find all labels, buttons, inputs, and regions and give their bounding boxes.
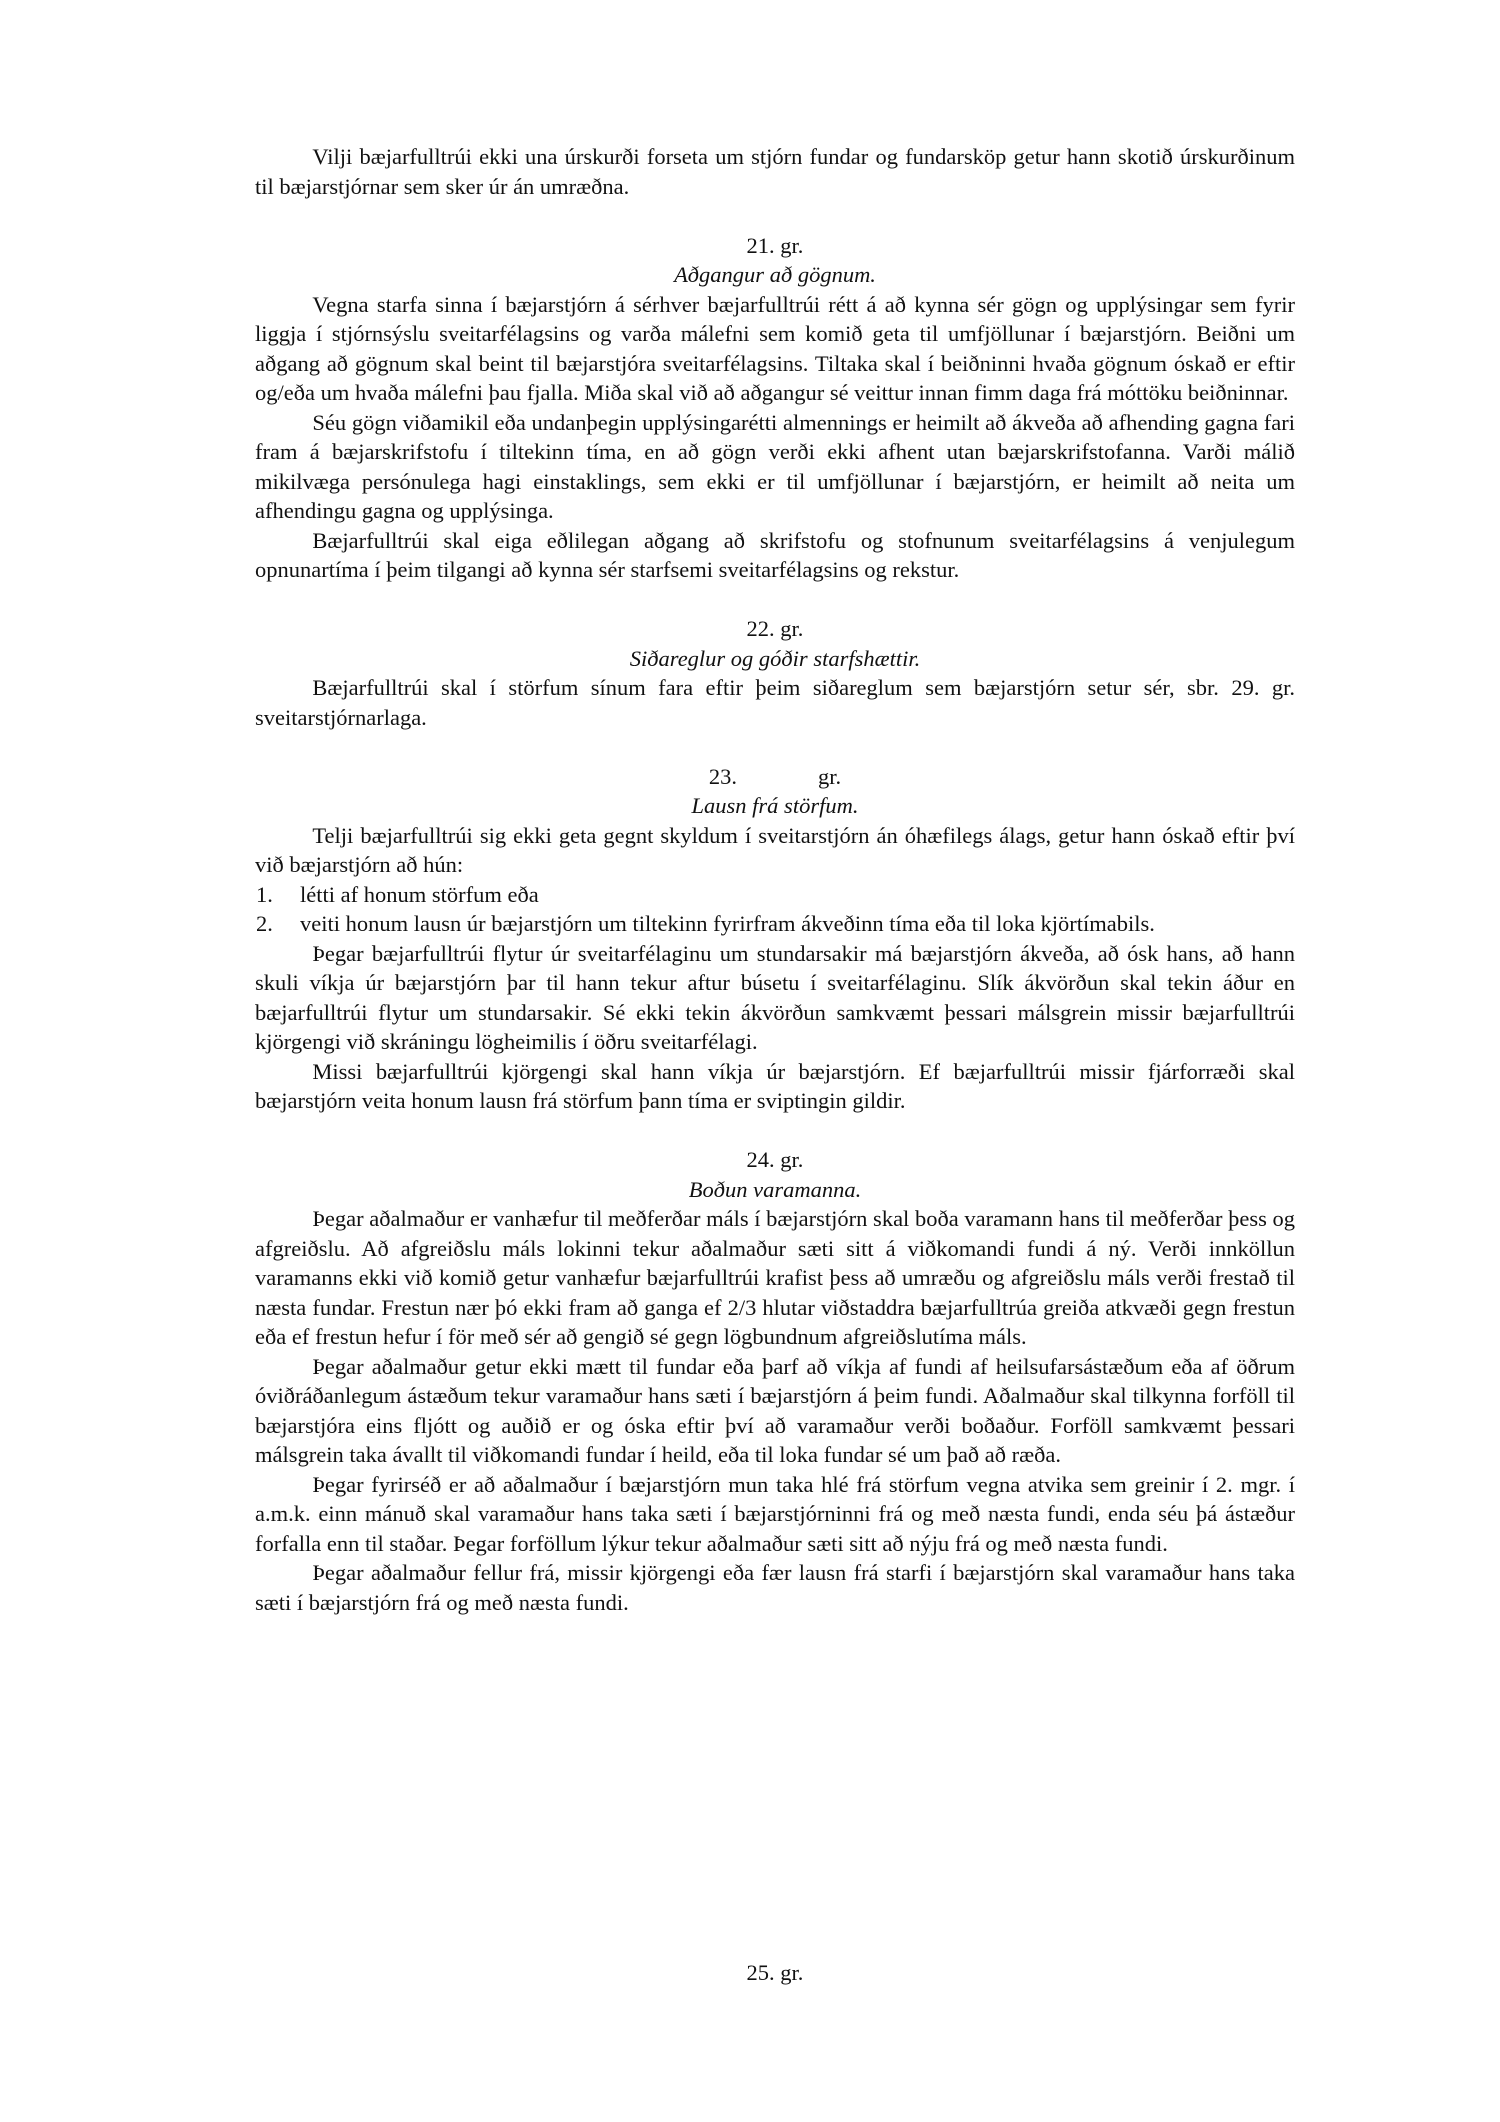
section-25-number: 25. gr. [746,1960,804,1985]
list-item-text: veiti honum lausn úr bæjarstjórn um tiltekinn fyrirfram ákveðinn tíma eða til loka kjörtímabils. [300,911,1155,936]
section-24-paragraph: Þegar aðalmaður er vanhæfur til meðferðar máls í bæjarstjórn skal boða varamann hans til meðferðar þess og afgreiðslu. Að afgreiðslu máls lokinni tekur aðalmaður sæti sitt á viðkomandi fundi á ný. Verði innköllun varamanns ekki við komið getur vanhæfur bæjarfulltrúi krafist þess að umræðu og afgreiðslu máls verði frestað til næsta fundar. Frestun nær þó ekki fram að ganga ef 2/3 hlutar viðstaddra bæjarfulltrúa greiða atkvæði gegn frestun eða ef frestun hefur í för með sér að gengið sé gegn lögbundnum afgreiðslutíma máls. [255,1206,1295,1349]
section-23-title: Lausn frá störfum. [691,793,859,818]
section-24-title: Boðun varamanna. [688,1176,862,1202]
section-21-paragraph: Vegna starfa sinna í bæjarstjórn á sérhver bæjarfulltrúi rétt á að kynna sér gögn og upplýsingar sem fyrir liggja í stjórnsýslu sveitarfélagsins og varða málefni sem komið geta til umfjöllunar í bæjarstjórn. Beiðni um aðgang að gögnum skal beint til bæjarstjóra sveitarfélagsins. Tiltaka skal í beiðninni hvaða gögnum óskað er eftir og/eða um hvaða málefni þau fjalla. Miða skal við að aðgangur sé veittur innan fimm daga frá móttöku beiðninnar. [255,291,1295,405]
section-22-paragraph: Bæjarfulltrúi skal í störfum sínum fara eftir þeim siðareglum sem bæjarstjórn setur sér, sbr. 29. gr. sveitarstjórnarlaga. [255,675,1295,730]
section-21-paragraph: Bæjarfulltrúi skal eiga eðlilegan aðgang að skrifstofu og stofnunum sveitarfélagsins á venjulegum opnunartíma í þeim tilgangi að kynna sér starfsemi sveitarfélagsins og rekstur. [255,527,1295,582]
section-21-title: Aðgangur að gögnum. [674,262,876,287]
section-24 [255,1145,1295,1617]
intro-paragraph: Vilji bæjarfulltrúi ekki una úrskurði forseta um stjórn fundar og fundarsköp getur hann skotið úrskurðinum til bæjarstjórnar sem sker úr án umræðna. [255,144,1295,199]
section-21 [255,231,1295,585]
section-22-title: Siðareglur og góðir starfshættir. [629,645,921,671]
section-23-paragraph: Missi bæjarfulltrúi kjörgengi skal hann víkja úr bæjarstjórn. Ef bæjarfulltrúi missir fjárforræði skal bæjarstjórn veita honum lausn frá störfum þann tíma er sviptingin gildir. [255,1058,1295,1113]
section-23 [255,762,1295,1116]
section-24-paragraph: Þegar aðalmaður getur ekki mætt til fundar eða þarf að víkja af fundi af heilsufarsástæðum eða af öðrum óviðráðanlegum ástæðum tekur varamaður hans sæti í bæjarstjórn á þeim fundi. Aðalmaður skal tilkynna forföll til bæjarstjóra eins fljótt og auðið er og óska eftir því að varamaður verði boðaður. Forföll samkvæmt þessari málsgrein taka ávallt til viðkomandi fundar í heild, eða til loka fundar sé um það að ræða. [255,1353,1295,1467]
page-content [255,142,1295,1617]
section-23-paragraph: Þegar bæjarfulltrúi flytur úr sveitarfélaginu um stundarsakir má bæjarstjórn ákveða, að ósk hans, að hann skuli víkja úr bæjarstjórn þar til hann tekur aftur búsetu í sveitarfélaginu. Slík ákvörðun skal tekin áður en bæjarfulltrúi flytur um stundarsakir. Sé ekki tekin ákvörðun samkvæmt þessari málsgrein missir bæjarfulltrúi kjörgengi við skráningu lögheimilis í öðru sveitarfélagi. [255,940,1295,1054]
list-item-number: 2. [256,911,273,936]
section-24-paragraph: Þegar fyrirséð er að aðalmaður í bæjarstjórn mun taka hlé frá störfum vegna atvika sem greinir í 2. mgr. í a.m.k. einn mánuð skal varamaður hans taka sæti í bæjarstjórninni frá og með næsta fundi, enda séu þá ástæður forfalla enn til staðar. Þegar forföllum lýkur tekur aðalmaður sæti sitt að nýju frá og með næsta fundi. [255,1471,1295,1556]
section-21-paragraph: Séu gögn viðamikil eða undanþegin upplýsingarétti almennings er heimilt að ákveða að afhending gagna fari fram á bæjarskrifstofu í tiltekinn tíma, en að gögn verði ekki afhent utan bæjarskrifstofanna. Varði málið mikilvæga persónulega hagi einstaklings, sem ekki er til umfjöllunar í bæjarstjórn, er heimilt að neita um afhendingu gagna og upplýsinga. [255,409,1295,523]
list-item-text: létti af honum störfum eða [300,881,539,907]
section-21-number: 21. gr. [746,232,804,258]
section-23-lead: Telji bæjarfulltrúi sig ekki geta gegnt skyldum í sveitarstjórn án óhæfilegs álags, getur hann óskað eftir því við bæjarstjórn að hún: [255,822,1295,877]
section-24-number: 24. gr. [746,1147,804,1172]
section-23-list [255,880,1295,939]
section-22-number: 22. gr. [746,616,804,641]
section-24-paragraph: Þegar aðalmaður fellur frá, missir kjörgengi eða fær lausn frá starfi í bæjarstjórn skal varamaður hans taka sæti í bæjarstjórn frá og með næsta fundi. [255,1560,1295,1615]
list-item-number: 1. [256,881,273,907]
list-item [255,909,1295,939]
list-item [255,880,1295,910]
section-22 [255,614,1295,732]
section-23-number-part: gr. [817,763,842,789]
section-23-number-part: 23. [708,763,737,789]
section-23-number [255,762,1295,792]
